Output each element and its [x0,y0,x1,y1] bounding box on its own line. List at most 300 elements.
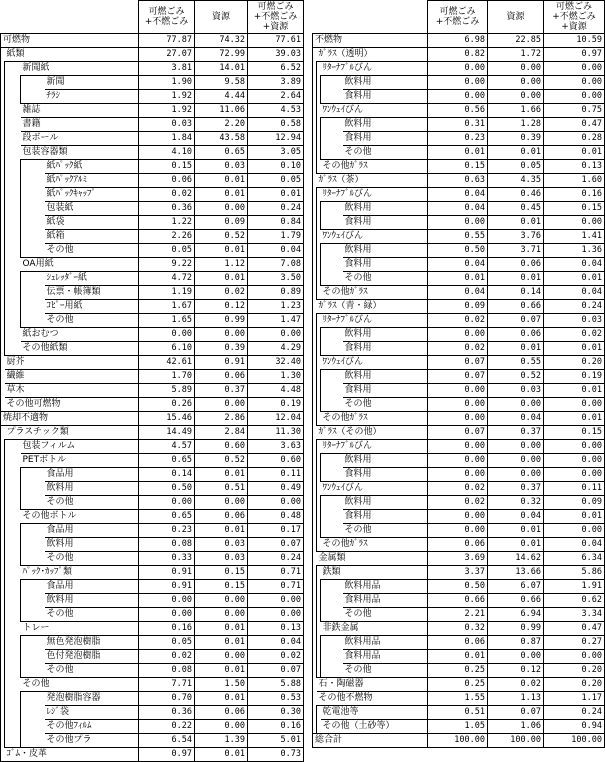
table-row [313,62,605,76]
table-row [1,104,304,118]
value-cell: 0.73 [248,748,304,762]
row-label: 紙おむつ [21,328,139,342]
value-cell: 0.06 [488,258,544,272]
value-cell: 0.97 [544,48,605,62]
value-cell: 0.01 [544,412,605,426]
value-cell: 0.00 [428,62,488,76]
value-cell: 0.22 [139,720,195,734]
row-label: 食料用品 [343,650,428,664]
value-cell: 0.05 [488,160,544,174]
value-cell: 0.01 [195,524,248,538]
value-cell: 1.30 [248,370,304,384]
value-cell: 0.13 [544,160,605,174]
row-label: ｼｭﾚｯﾀﾞｰ紙 [45,272,139,286]
value-cell: 77.61 [248,34,304,48]
row-label: ﾘﾀｰﾅﾌﾞﾙびん [321,62,428,76]
table-row [313,720,605,734]
value-cell: 0.23 [428,132,488,146]
header-resources: 資源 [488,1,544,34]
row-label: その他ﾌｨﾙﾑ [45,720,139,734]
table-row [313,664,605,678]
row-label: 飲料用 [343,118,428,132]
value-cell: 1.06 [488,720,544,734]
row-label: その他 [343,524,428,538]
value-cell: 0.09 [195,216,248,230]
row-label: その他 [45,664,139,678]
value-cell: 0.49 [248,482,304,496]
value-cell: 0.01 [428,272,488,286]
table-row [1,566,304,580]
value-cell: 0.37 [488,482,544,496]
row-label: その他可燃物 [5,398,139,412]
row-label: 段ボール [21,132,139,146]
row-label: 食料用 [343,510,428,524]
value-cell: 1.79 [248,230,304,244]
table-row [313,118,605,132]
indent-cell [321,580,343,594]
table-row [1,188,304,202]
row-label: 飲料用 [343,370,428,384]
value-cell: 0.75 [544,104,605,118]
indent-cell [5,454,21,468]
table-row [1,132,304,146]
indent-cell [5,482,21,496]
row-label: 飲料用 [343,244,428,258]
row-label: ｶﾞﾗｽ（青・緑） [317,300,428,314]
row-label: 紙ﾊﾟｯｸｷｬｯﾌﾟ [45,188,139,202]
table-row [1,118,304,132]
value-cell: 1.13 [488,692,544,706]
table-row [313,202,605,216]
table-row [313,692,605,706]
value-cell: 2.26 [139,230,195,244]
row-label: その他ｶﾞﾗｽ [321,286,428,300]
row-label: 紙箱 [45,230,139,244]
value-cell: 3.37 [428,566,488,580]
value-cell: 0.01 [544,146,605,160]
table-row [313,524,605,538]
row-label: その他 [343,398,428,412]
value-cell: 1.92 [139,104,195,118]
table-row [1,314,304,328]
value-cell: 1.28 [488,118,544,132]
indent-cell [321,636,343,650]
value-cell: 0.00 [195,398,248,412]
value-cell: 15.46 [139,412,195,426]
indent-cell [21,706,45,720]
table-row [1,678,304,692]
indent-cell [321,272,343,286]
indent-cell [5,552,21,566]
value-cell: 0.04 [488,412,544,426]
value-cell: 0.00 [544,90,605,104]
value-cell: 0.24 [248,552,304,566]
indent-cell [5,594,21,608]
row-label: 総合計 [313,734,428,748]
indent-cell [321,496,343,510]
value-cell: 0.00 [139,496,195,510]
header-all-combined: 可燃ごみ +不燃ごみ +資源 [248,1,304,34]
indent-cell [321,594,343,608]
value-cell: 4.53 [248,104,304,118]
value-cell: 0.00 [195,202,248,216]
indent-cell [321,664,343,678]
indent-cell [21,188,45,202]
row-label: ﾜﾝｳｪｲびん [321,230,428,244]
value-cell: 0.14 [139,468,195,482]
row-label: ﾘﾀｰﾅﾌﾞﾙびん [321,440,428,454]
row-label: ﾘﾀｰﾅﾌﾞﾙびん [321,188,428,202]
row-label: 草木 [5,384,139,398]
value-cell: 42.61 [139,356,195,370]
indent-cell [21,230,45,244]
table-row [1,538,304,552]
table-row [1,524,304,538]
value-cell: 0.56 [428,104,488,118]
row-label: 食料用 [343,468,428,482]
value-cell: 0.01 [195,692,248,706]
value-cell: 0.00 [544,524,605,538]
row-label: 新聞 [45,76,139,90]
value-cell: 0.03 [195,552,248,566]
row-label: その他ボトル [21,510,139,524]
value-cell: 0.01 [195,664,248,678]
indent-cell [21,300,45,314]
value-cell: 0.20 [544,356,605,370]
row-label: トレー [21,622,139,636]
value-cell: 0.65 [195,146,248,160]
table-row [313,76,605,90]
value-cell: 0.00 [428,216,488,230]
value-cell: 0.01 [195,636,248,650]
row-label: ｶﾞﾗｽ（茶） [317,174,428,188]
value-cell: 14.49 [139,426,195,440]
value-cell: 0.00 [544,454,605,468]
row-label: ｺﾋﾟｰ用紙 [45,300,139,314]
indent-cell [321,384,343,398]
value-cell: 5.89 [139,384,195,398]
value-cell: 0.53 [248,692,304,706]
value-cell: 43.58 [195,132,248,146]
row-label: 食品用 [45,524,139,538]
row-label: 食料用 [343,216,428,230]
value-cell: 0.52 [195,230,248,244]
row-label: その他ｶﾞﾗｽ [321,412,428,426]
value-cell: 0.63 [428,174,488,188]
indent-cell [21,496,45,510]
table-row [313,328,605,342]
value-cell: 0.01 [428,146,488,160]
value-cell: 0.11 [544,482,605,496]
table-row [313,412,605,426]
value-cell: 0.04 [428,286,488,300]
value-cell: 0.07 [248,538,304,552]
value-cell: 0.94 [544,720,605,734]
row-label: 色付発泡樹脂 [45,650,139,664]
indent-cell [321,328,343,342]
row-label: 飲料用品 [343,636,428,650]
table-row [313,482,605,496]
table-row [313,454,605,468]
row-label: ﾊﾟｯｸ･ｶｯﾌﾟ類 [21,566,139,580]
indent-cell [5,692,21,706]
row-label: ﾜﾝｳｪｲびん [321,104,428,118]
value-cell: 1.66 [488,104,544,118]
indent-cell [5,440,21,454]
value-cell: 0.60 [195,440,248,454]
right-composition-table [312,0,604,748]
value-cell: 0.07 [488,314,544,328]
row-label: 紙ﾊﾟｯｸｱﾙﾐ [45,174,139,188]
row-label: 食料用 [343,384,428,398]
row-label: ﾜﾝｳｪｲびん [321,482,428,496]
value-cell: 32.40 [248,356,304,370]
value-cell: 0.03 [139,118,195,132]
value-cell: 0.00 [428,524,488,538]
row-label: 食品用 [45,580,139,594]
table-row [313,566,605,580]
value-cell: 0.14 [488,286,544,300]
row-label: その他 [45,244,139,258]
indent-cell [5,706,21,720]
table-row [1,286,304,300]
value-cell: 0.27 [544,636,605,650]
header-row [313,1,605,34]
table-row [1,412,304,426]
row-label: 飲料用 [343,76,428,90]
value-cell: 14.62 [488,552,544,566]
value-cell: 0.04 [428,188,488,202]
value-cell: 0.25 [428,678,488,692]
value-cell: 0.01 [544,384,605,398]
value-cell: 0.16 [544,188,605,202]
table-row [1,580,304,594]
indent-cell [5,300,21,314]
value-cell: 0.01 [544,342,605,356]
value-cell: 1.41 [544,230,605,244]
value-cell: 0.00 [488,468,544,482]
value-cell: 0.52 [488,370,544,384]
value-cell: 13.66 [488,566,544,580]
value-cell: 0.50 [428,244,488,258]
table-row [313,468,605,482]
indent-cell [21,720,45,734]
row-label: 雑誌 [21,104,139,118]
value-cell: 0.70 [139,692,195,706]
indent-cell [21,174,45,188]
row-label: その他 [45,496,139,510]
value-cell: 0.06 [195,510,248,524]
value-cell: 4.72 [139,272,195,286]
table-row [1,440,304,454]
indent-cell [5,496,21,510]
indent-cell [5,286,21,300]
value-cell: 3.69 [428,552,488,566]
table-row [1,146,304,160]
row-label: 金属類 [317,552,428,566]
value-cell: 0.00 [488,62,544,76]
indent-cell [5,524,21,538]
indent-cell [5,720,21,734]
value-cell: 0.00 [248,496,304,510]
value-cell: 0.00 [428,454,488,468]
indent-cell [321,510,343,524]
value-cell: 0.55 [428,230,488,244]
value-cell: 0.62 [544,594,605,608]
table-row [313,706,605,720]
table-row [1,342,304,356]
row-label: 繊維 [5,370,139,384]
table-row [313,608,605,622]
table-row [1,664,304,678]
value-cell: 0.20 [544,678,605,692]
indent-cell [21,286,45,300]
value-cell: 1.36 [544,244,605,258]
value-cell: 0.04 [488,510,544,524]
row-label: 飲料用 [343,328,428,342]
value-cell: 0.00 [139,594,195,608]
value-cell: 0.06 [195,370,248,384]
indent-cell [21,538,45,552]
table-row [313,104,605,118]
value-cell: 0.01 [488,524,544,538]
indent-cell [321,202,343,216]
value-cell: 1.47 [248,314,304,328]
indent-cell [5,650,21,664]
value-cell: 0.91 [139,580,195,594]
table-row [1,202,304,216]
header-blank [313,1,428,34]
value-cell: 1.90 [139,76,195,90]
value-cell: 0.71 [248,580,304,594]
value-cell: 0.01 [195,188,248,202]
value-cell: 7.71 [139,678,195,692]
value-cell: 0.02 [195,286,248,300]
table-row [1,510,304,524]
row-label: 厨芥 [5,356,139,370]
value-cell: 5.01 [248,734,304,748]
table-row [1,272,304,286]
value-cell: 4.29 [248,342,304,356]
indent-cell [21,552,45,566]
value-cell: 2.84 [195,426,248,440]
value-cell: 0.87 [488,636,544,650]
table-row [1,594,304,608]
indent-cell [5,132,21,146]
value-cell: 0.02 [488,678,544,692]
indent-cell [5,314,21,328]
value-cell: 0.00 [195,650,248,664]
value-cell: 0.00 [195,328,248,342]
value-cell: 0.00 [544,440,605,454]
row-label: 飲料用 [343,454,428,468]
value-cell: 0.03 [195,160,248,174]
value-cell: 0.26 [139,398,195,412]
row-label: ﾘﾀｰﾅﾌﾞﾙびん [321,314,428,328]
value-cell: 0.47 [544,118,605,132]
row-label: 非鉄金属 [321,622,428,636]
indent-cell [5,328,21,342]
header-all-combined: 可燃ごみ +不燃ごみ +資源 [544,1,605,34]
value-cell: 0.32 [428,622,488,636]
table-row [313,244,605,258]
value-cell: 0.01 [195,468,248,482]
value-cell: 0.12 [488,664,544,678]
value-cell: 0.05 [248,174,304,188]
indent-cell [321,244,343,258]
indent-cell [321,524,343,538]
value-cell: 0.00 [488,440,544,454]
row-label: 可燃物 [1,34,139,48]
table-row [313,146,605,160]
row-label: 飲料用 [45,594,139,608]
value-cell: 9.22 [139,258,195,272]
value-cell: 0.25 [428,664,488,678]
value-cell: 0.84 [248,216,304,230]
value-cell: 0.04 [544,538,605,552]
value-cell: 0.99 [488,622,544,636]
indent-cell [5,734,21,748]
indent-cell [321,146,343,160]
indent-cell [21,636,45,650]
value-cell: 1.39 [195,734,248,748]
value-cell: 11.30 [248,426,304,440]
indent-cell [5,160,21,174]
value-cell: 0.20 [544,664,605,678]
value-cell: 0.47 [544,622,605,636]
table-row [1,398,304,412]
row-label: 新聞紙 [21,62,139,76]
value-cell: 1.72 [488,48,544,62]
table-row [313,160,605,174]
row-label: 飲料用 [45,538,139,552]
table-row [313,48,605,62]
value-cell: 0.51 [195,482,248,496]
value-cell: 6.07 [488,580,544,594]
value-cell: 0.05 [139,636,195,650]
value-cell: 9.58 [195,76,248,90]
value-cell: 0.15 [544,202,605,216]
value-cell: 0.00 [544,62,605,76]
value-cell: 72.99 [195,48,248,62]
table-row [1,622,304,636]
row-label: その他ｶﾞﾗｽ [321,538,428,552]
table-row [313,90,605,104]
value-cell: 0.02 [428,482,488,496]
value-cell: 0.17 [248,524,304,538]
value-cell: 0.50 [428,580,488,594]
indent-cell [5,76,21,90]
indent-cell [5,174,21,188]
value-cell: 0.12 [195,300,248,314]
indent-cell [21,76,45,90]
table-row [1,552,304,566]
indent-cell [321,90,343,104]
value-cell: 0.06 [428,538,488,552]
value-cell: 0.97 [139,748,195,762]
value-cell: 4.57 [139,440,195,454]
row-label: 食料用 [343,90,428,104]
indent-cell [321,342,343,356]
value-cell: 0.13 [248,622,304,636]
value-cell: 0.00 [428,510,488,524]
table-row [1,692,304,706]
value-cell: 22.85 [488,34,544,48]
table-row [313,258,605,272]
table-row [313,370,605,384]
row-label: 飲料用 [343,496,428,510]
value-cell: 0.71 [248,566,304,580]
